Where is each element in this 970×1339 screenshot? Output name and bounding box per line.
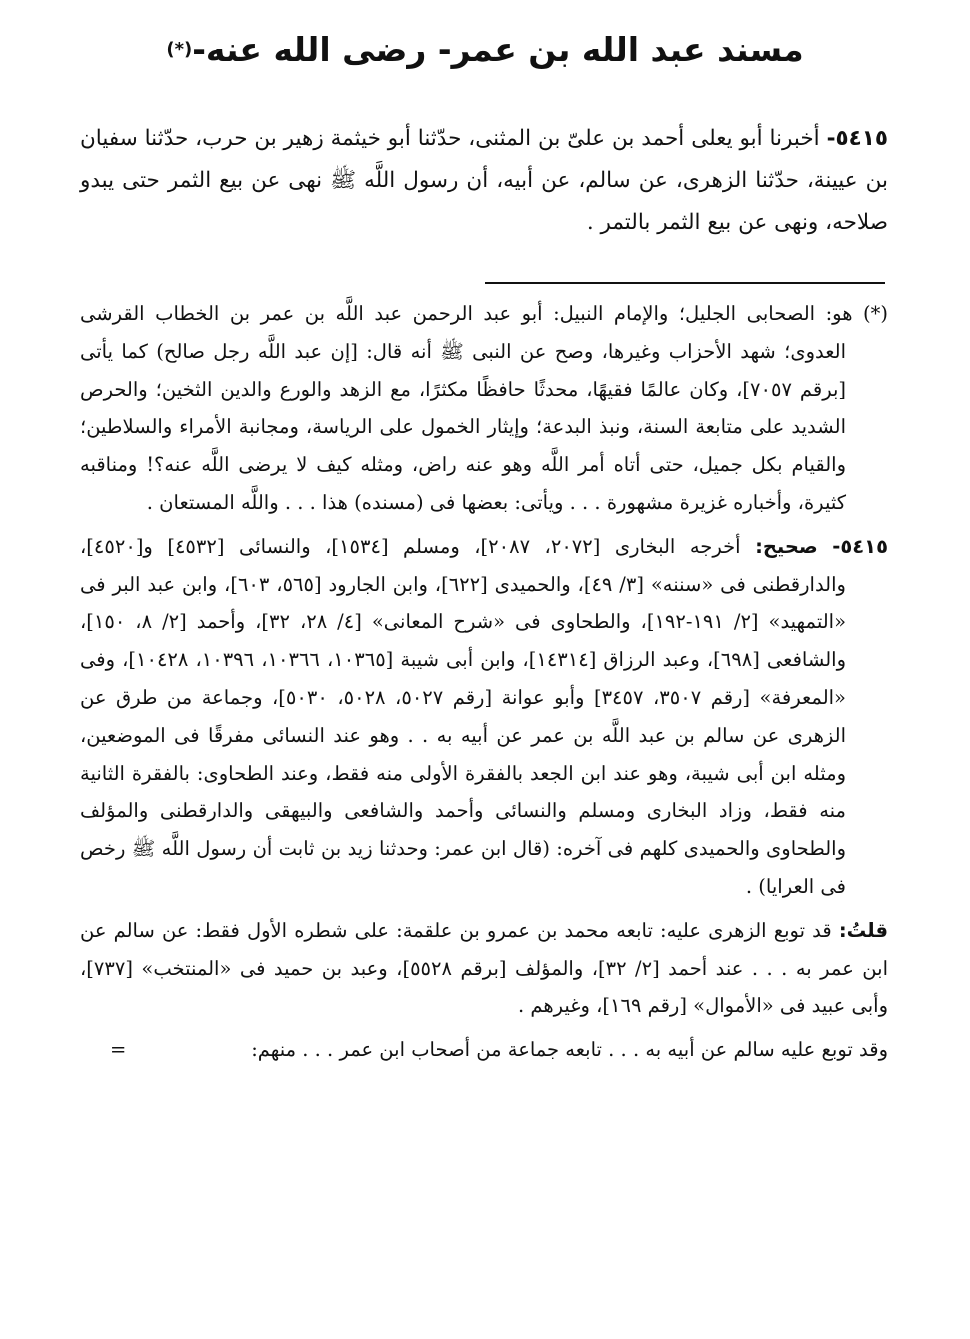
hadith-text: أخبرنا أبو يعلى أحمد بن علىّ بن المثنى، حدّثنا أبو خيثمة زهير بن حرب، حدّثنا سفيان بن عيينة، حدّثنا الزهرى، عن سالم، عن أبيه، أن رسول اللَّه ﷺ نهى عن بيع الثمر حتى يبدو صلاحه، ونهى عن بيع الثمر بالتمر . [80,126,888,235]
qultu-lead: قلتُ: [838,918,888,942]
hadith-block [80,118,888,244]
footnotes-section [80,295,888,1069]
continuation-line [80,1031,888,1069]
companion-footnote [80,295,888,522]
hadith-number: ٥٤١٥- [826,126,888,151]
page-title [0,28,970,72]
continuation-text: وقد توبع عليه سالم عن أبيه به . . . تابعه جماعة من أصحاب ابن عمر . . . منهم: [251,1038,888,1062]
takhrij-grade: صحيح: [755,534,818,558]
title-text: مسند عبد الله بن عمر- رضى الله عنه- [192,30,804,69]
continuation-mark: = [110,1038,127,1062]
footnote-divider [485,282,885,284]
takhrij-number: ٥٤١٥- [832,534,888,558]
qultu-text: قد توبع الزهرى عليه: تابعه محمد بن عمرو بن علقمة: على شطره الأول فقط: عن سالم عن ابن عمر به . . . عند أحمد [٢/ ٣٢]، والمؤلف [برقم ٥٥٢٨]، وعبد بن حميد فى «المنتخب» [٧٣٧]، وأبى عبيد فى «الأموال» [رقم ١٦٩]، وغيرهم . [80,918,888,1018]
footnote-text: هو: الصحابى الجليل؛ والإمام النبيل: أبو عبد الرحمن عبد اللَّه بن عمر بن الخطاب القرشى العدوى؛ شهد الأحزاب وغيرها، وصح عن النبى ﷺ أنه قال: [إن عبد اللَّه رجل صالح) كما يأتى [برقم ٧٠٥٧]، وكان عالمًا فقيهًا، محدثًا حافظًا مكثرًا، مع الزهد والورع والدين الثخين؛ والحرص الشديد على متابعة السنة، ونبذ البدعة؛ وإيثار الخمول على الرياسة، ومجانبة الأمراء والسلاطين؛ والقيام بكل جميل، حتى أتاه أمر اللَّه وهو عنه راض، ومثله كيف لا يرضى اللَّه عنه؟! ومناقبه كثيرة، وأخباره غزيرة مشهورة . . . ويأتى: بعضها فى (مسنده) هذا . . . واللَّه المستعان . [80,302,853,514]
title-footnote-marker: (*) [166,39,193,60]
takhrij-text: أخرجه البخارى [٢٠٧٢، ٢٠٨٧]، ومسلم [١٥٣٤]، والنسائى [٤٥٣٢] و[٤٥٢٠]، والدارقطنى فى «سننه» [٣/ ٤٩]، والحميدى [٦٢٢]، وابن الجارود [٥٦٥، ٦٠٣]، وابن عبد البر فى «التمهيد» [٢/ ١٩١-١٩٢]، والطحاوى فى «شرح المعانى» [٤/ ٢٨، ٣٢]، وأحمد [٢/ ٨، ١٥٠]، والشافعى [٦٩٨]، وعبد الرزاق [١٤٣١٤]، وابن أبى شيبة [١٠٣٦٥، ١٠٣٦٦، ١٠٣٩٦، ١٠٤٢٨]، وفى «المعرفة» [رقم ٣٥٠٧، ٣٤٥٧] وأبو عوانة [رقم ٥٠٢٧، ٥٠٢٨، ٥٠٣٠]، وجماعة من طرق عن الزهرى عن سالم بن عبد اللَّه بن عمر عن أبيه به . . وهو عند النسائى مفرقًا فى الموضعين، ومثله ابن أبى شيبة، وهو عند ابن الجعد بالفقرة الأولى منه فقط، وعند الطحاوى: بالفقرة الثانية منه فقط، وزاد البخارى ومسلم والنسائى وأحمد والشافعى والبيهقى والدارقطنى والمؤلف والطحاوى والحميدى كلهم فى آخره: (قال ابن عمر: وحدثنا زيد بن ثابت أن رسول اللَّه ﷺ رخص فى العرايا) . [80,534,847,898]
qultu-paragraph [80,912,888,1025]
takhrij-paragraph [80,528,888,906]
footnote-marker: (*) [863,302,889,325]
